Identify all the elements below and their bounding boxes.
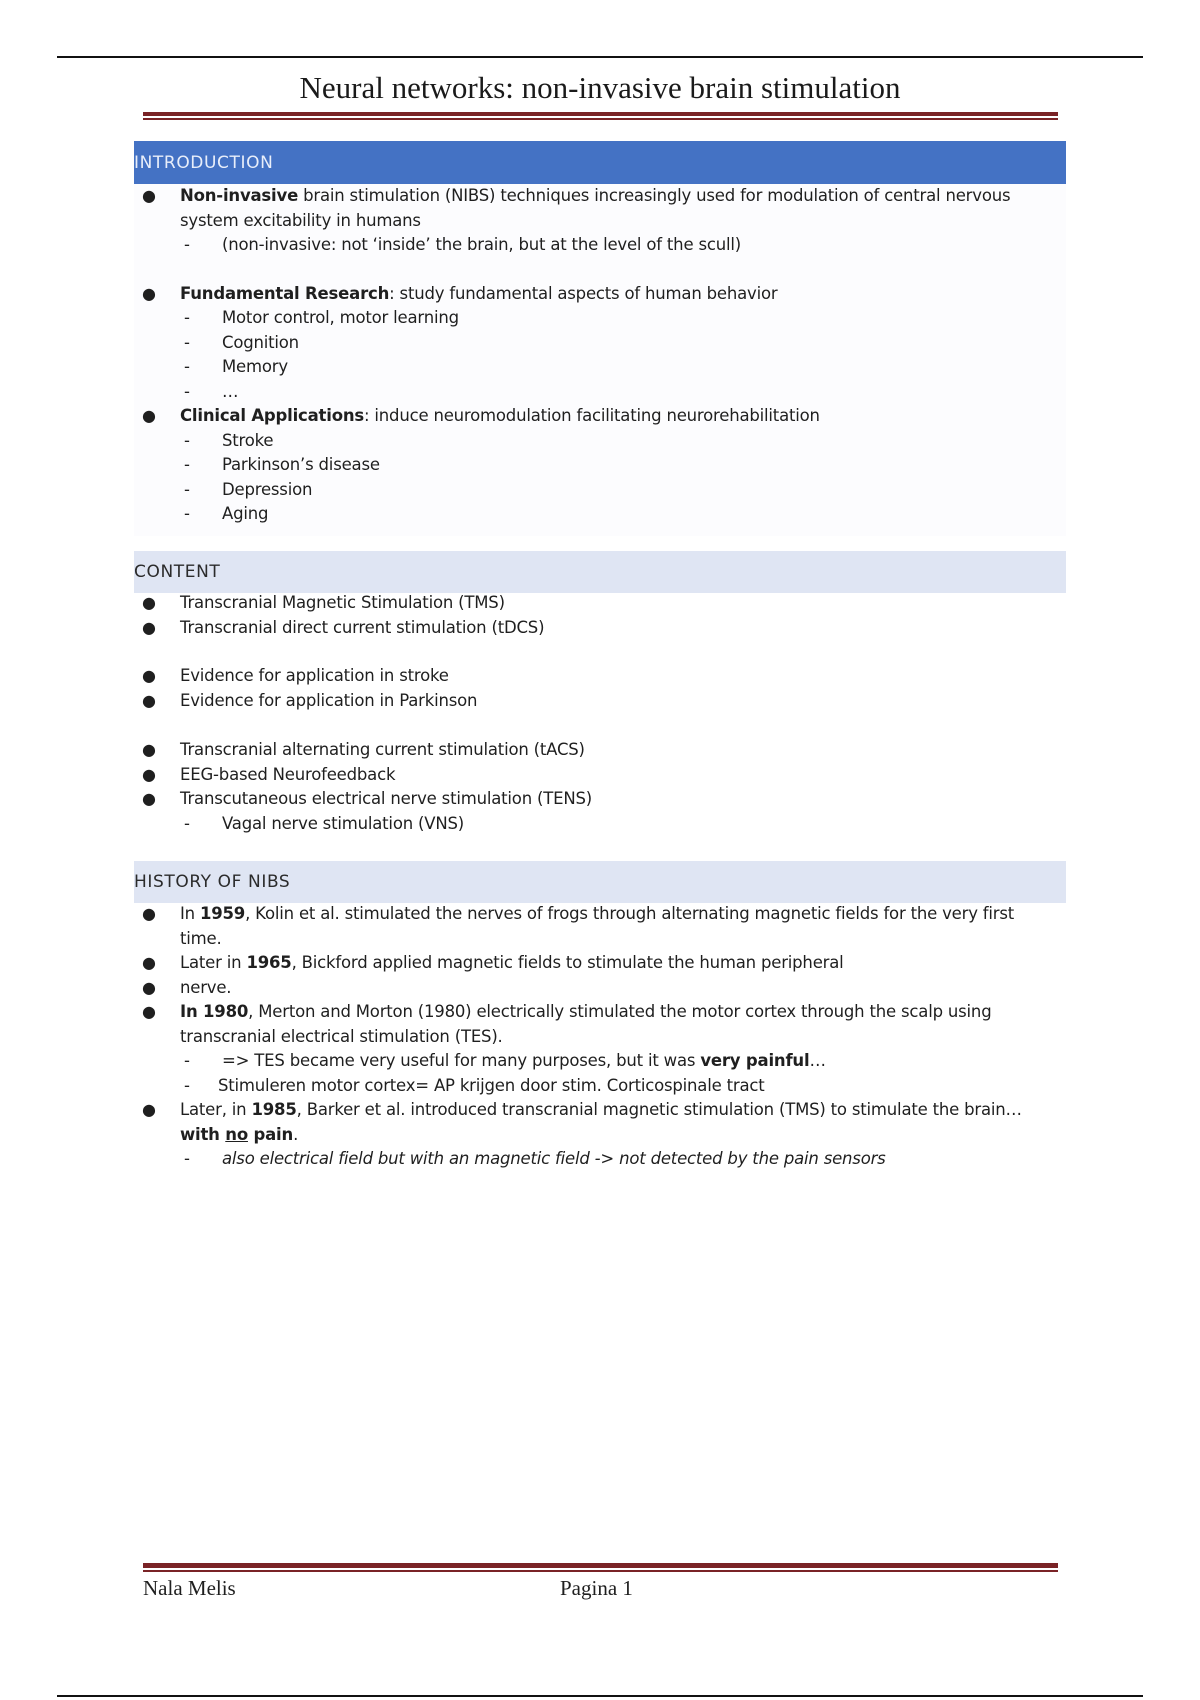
list-item: ● Evidence for application in Parkinson	[142, 690, 478, 710]
content-heading: CONTENT	[134, 551, 1066, 593]
item-text: brain stimulation (NIBS) techniques increasingly used for modulation of central nervous	[298, 186, 1011, 205]
list-item: ● Evidence for application in stroke	[142, 666, 449, 685]
item-text: Transcutaneous electrical nerve stimulation (TENS)	[180, 789, 592, 808]
sub-item-text: (non-invasive: not ‘inside’ the brain, but at the level of the scull)	[222, 235, 741, 254]
list-item: ● nerve.	[142, 977, 232, 997]
list-item	[134, 184, 1066, 233]
title-underline-thin	[143, 118, 1058, 120]
year-bold: 1959	[199, 904, 246, 923]
sub-list-item: - Aging	[184, 504, 269, 523]
term-bold: Fundamental Research	[180, 283, 390, 303]
year-bold: 1985	[251, 1100, 297, 1119]
term-bold: Clinical Applications	[180, 406, 365, 425]
sub-item-text: Aging	[222, 504, 269, 523]
item-text: Transcranial direct current stimulation (tDCS)	[180, 617, 545, 637]
footer-author: Nala Melis	[143, 1576, 236, 1600]
list-item: ● In 1959, Kolin et al. stimulated the nerves of frogs through alternating magnetic fields for the very first time.	[142, 904, 1015, 948]
item-text: Transcranial alternating current stimulation (tACS)	[180, 740, 585, 759]
sub-list-item: - Stroke	[184, 430, 274, 450]
sub-item-text: Motor control, motor learning	[222, 308, 459, 327]
italic-note: also electrical field but with an magnetic field -> not detected by the pain sensors	[222, 1149, 886, 1168]
footer-rule-thick	[143, 1563, 1058, 1568]
sub-list-item: - Memory	[184, 357, 288, 376]
list-item: ● Later in 1965, Bickford applied magnetic fields to stimulate the human peripheral	[142, 953, 844, 972]
bullet-icon: ●	[142, 186, 156, 205]
sub-item-text: Stroke	[222, 430, 274, 450]
year-bold: In 1980	[180, 1002, 249, 1021]
list-item: ● In 1980, Merton and Morton (1980) electrically stimulated the motor cortex through the scalp using transcranial electrical stimulation (TES).	[142, 1002, 992, 1046]
sub-list-item	[134, 233, 1066, 258]
sub-list-item: - Motor control, motor learning	[184, 308, 459, 327]
bullet-icon: ●	[142, 406, 156, 425]
history-heading: HISTORY OF NIBS	[134, 861, 1066, 903]
footer-rule-thin	[143, 1570, 1058, 1572]
list-item: ● Later, in 1985, Barker et al. introduced transcranial magnetic stimulation (TMS) to stimulate the brain… with no pain.	[142, 1100, 1022, 1144]
underlined-no: no	[225, 1124, 248, 1144]
sub-list-item: - Stimuleren motor cortex= AP krijgen door stim. Corticospinale tract	[184, 1075, 765, 1095]
sub-item-text: Parkinson’s disease	[222, 455, 380, 474]
list-item	[134, 282, 1066, 307]
item-text: EEG-based Neurofeedback	[180, 764, 396, 784]
sub-list-item: - Depression	[184, 479, 313, 499]
sub-list-item: - Parkinson’s disease	[184, 455, 380, 474]
sub-list-item: - Cognition	[184, 332, 299, 352]
page-top-rule	[57, 56, 1143, 58]
introduction-list	[134, 184, 1066, 527]
bullet-icon: ●	[142, 283, 156, 303]
item-text: Evidence for application in stroke	[180, 666, 449, 685]
list-item: ● Transcutaneous electrical nerve stimulation (TENS)	[142, 789, 592, 808]
list-item: ● Transcranial direct current stimulation (tDCS)	[142, 617, 545, 637]
item-text: : study fundamental aspects of human behavior	[389, 283, 778, 303]
dash-icon: -	[184, 235, 190, 254]
sub-item-text: Depression	[222, 479, 313, 499]
list-item: ● Transcranial Magnetic Stimulation (TMS)	[142, 593, 505, 612]
sub-list-item: - …	[184, 381, 239, 401]
item-text: Evidence for application in Parkinson	[180, 690, 478, 710]
sub-list-item: - => TES became very useful for many purposes, but it was very painful…	[184, 1051, 826, 1070]
sub-list-item: - Vagal nerve stimulation (VNS)	[184, 813, 464, 833]
term-bold: Non-invasive	[180, 186, 299, 205]
sub-item-text: …	[222, 381, 239, 401]
item-text-continued: system excitability in humans	[180, 210, 421, 230]
item-text: Transcranial Magnetic Stimulation (TMS)	[180, 593, 505, 612]
sub-item-text: Memory	[222, 357, 288, 376]
introduction-heading: INTRODUCTION	[134, 141, 1066, 184]
list-item: ● Transcranial alternating current stimulation (tACS)	[142, 740, 585, 759]
list-item: ● EEG-based Neurofeedback	[142, 764, 396, 784]
history-list	[134, 902, 1066, 1172]
sub-item-text: Vagal nerve stimulation (VNS)	[222, 813, 464, 833]
title-underline-thick	[143, 112, 1058, 116]
year-bold: 1965	[246, 953, 292, 972]
page-bottom-rule	[57, 1695, 1143, 1697]
content-list	[134, 591, 1066, 836]
item-text: : induce neuromodulation facilitating neurorehabilitation	[364, 406, 820, 425]
sub-item-text: Cognition	[222, 332, 299, 352]
list-item	[134, 404, 1066, 429]
footer-page-number: Pagina 1	[560, 1576, 633, 1600]
document-title: Neural networks: non-invasive brain stimulation	[299, 70, 901, 105]
sub-list-item: - also electrical field but with an magnetic field -> not detected by the pain sensors	[184, 1149, 886, 1168]
